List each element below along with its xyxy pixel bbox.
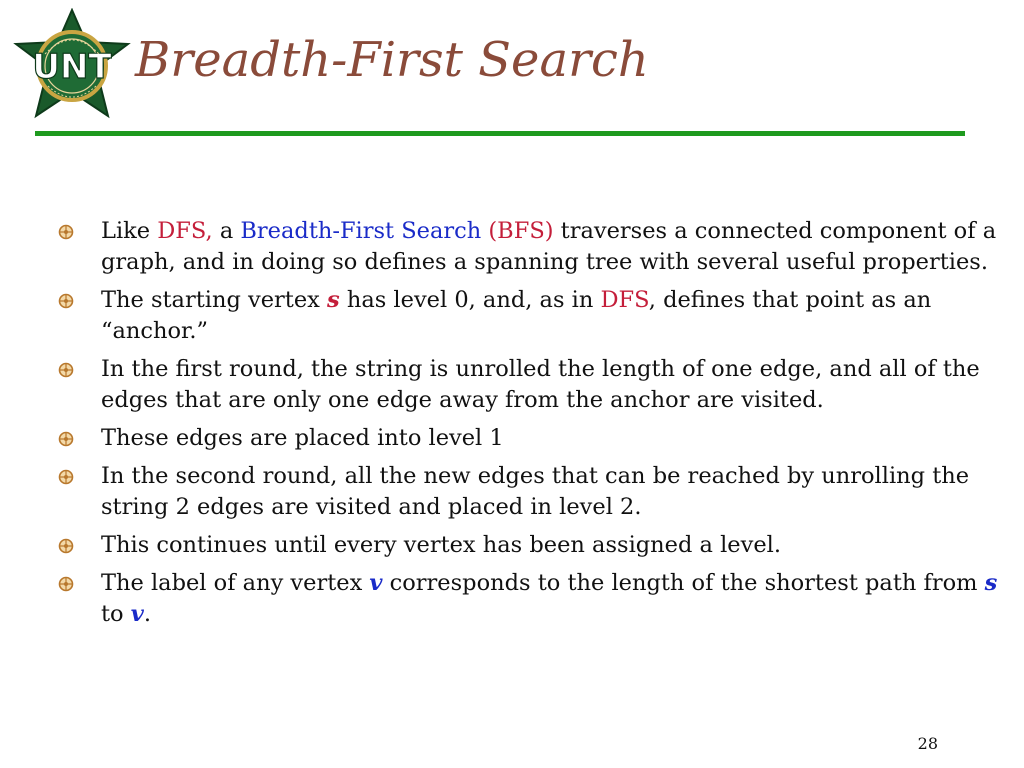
title-divider bbox=[35, 131, 965, 136]
bullet-3-text: In the first round, the string is unrolled the length of one edge, and all of the edges that are only one edge away from the anchor are visited. bbox=[101, 356, 980, 413]
bullet-item-3 bbox=[58, 354, 1018, 416]
bullet-2-text-middle: has level 0, and, as in bbox=[339, 287, 601, 313]
unt-logo-icon bbox=[12, 8, 132, 120]
bullet-7-text-to: to bbox=[101, 601, 131, 627]
logo-letters: UNT bbox=[32, 47, 112, 87]
bullet-2-var-s: s bbox=[327, 287, 340, 313]
target-bullet-icon bbox=[58, 538, 74, 554]
bullet-1-bfs-full: Breadth-First Search bbox=[240, 218, 482, 244]
bullet-1-dfs: DFS, bbox=[157, 218, 213, 244]
bullet-2-text-rest: , defines that point as an “anchor.” bbox=[101, 287, 932, 344]
target-bullet-icon bbox=[58, 469, 74, 485]
bullet-7-text-middle: corresponds to the length of the shortest path from bbox=[382, 570, 985, 596]
bullet-7-var-v-end: v bbox=[130, 601, 144, 627]
bullet-2-text-before: The starting vertex bbox=[101, 287, 327, 313]
target-bullet-icon bbox=[58, 293, 74, 309]
target-bullet-icon bbox=[58, 431, 74, 447]
bullet-7-text-before: The label of any vertex bbox=[101, 570, 370, 596]
bullet-7-var-v: v bbox=[369, 570, 383, 596]
bullet-item-4 bbox=[58, 423, 1018, 454]
target-bullet-icon bbox=[58, 224, 74, 240]
bullet-item-1 bbox=[58, 216, 1018, 278]
bullet-5-text: In the second round, all the new edges that can be reached by unrolling the string 2 edges are visited and placed in level 2. bbox=[101, 463, 970, 520]
bullet-item-2 bbox=[58, 285, 1018, 347]
slide-title: Breadth-First Search bbox=[135, 32, 649, 88]
bullet-list bbox=[58, 216, 1018, 637]
bullet-4-text: These edges are placed into level 1 bbox=[101, 425, 504, 451]
target-bullet-icon bbox=[58, 576, 74, 592]
bullet-1-bfs-abbr: (BFS) bbox=[488, 218, 554, 244]
bullet-1-text-a: a bbox=[212, 218, 241, 244]
bullet-7-var-s: s bbox=[984, 570, 998, 596]
bullet-item-5 bbox=[58, 461, 1018, 523]
bullet-2-dfs: DFS bbox=[600, 287, 649, 313]
target-bullet-icon bbox=[58, 362, 74, 378]
bullet-7-text-end: . bbox=[143, 601, 151, 627]
page-number: 28 bbox=[917, 734, 938, 753]
bullet-item-6 bbox=[58, 530, 1018, 561]
bullet-item-7 bbox=[58, 568, 1018, 630]
bullet-1-text-rest: traverses a connected component of a graph, and in doing so defines a spanning tree with several useful properties. bbox=[101, 218, 997, 275]
bullet-1-text-like: Like bbox=[101, 218, 158, 244]
bullet-6-text: This continues until every vertex has been assigned a level. bbox=[101, 532, 781, 558]
